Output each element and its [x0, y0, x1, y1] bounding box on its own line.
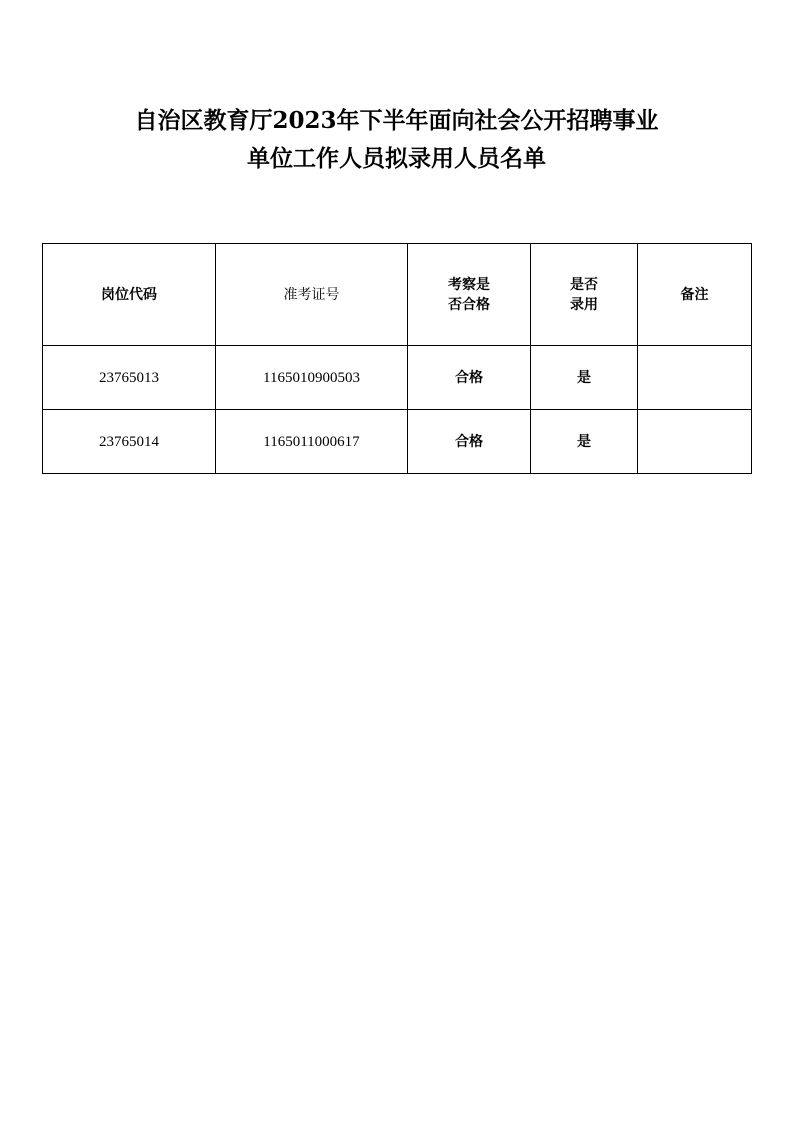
- cell-remarks: [638, 410, 752, 474]
- header-hired-line-1: 是否: [570, 276, 598, 293]
- hire-list-table: [42, 243, 752, 474]
- header-hired: [531, 244, 638, 346]
- header-position-code: 岗位代码: [43, 244, 216, 346]
- cell-position-code: 23765014: [43, 410, 216, 474]
- cell-position-code: 23765013: [43, 346, 216, 410]
- header-inspection-line-1: 考察是: [448, 276, 490, 293]
- document-title: [0, 102, 793, 178]
- title-line-1: 自治区教育厅2023年下半年面向社会公开招聘事业: [134, 107, 659, 134]
- header-hired-line-2: 录用: [570, 296, 598, 313]
- header-exam-id: 准考证号: [216, 244, 408, 346]
- header-remarks: 备注: [638, 244, 752, 346]
- title-line-2: 单位工作人员拟录用人员名单: [247, 145, 546, 172]
- cell-hired: 是: [531, 410, 638, 474]
- cell-exam-id: 1165011000617: [216, 410, 408, 474]
- table-header-row: [43, 244, 752, 346]
- cell-exam-id: 1165010900503: [216, 346, 408, 410]
- cell-inspection: 合格: [408, 410, 531, 474]
- header-inspection: [408, 244, 531, 346]
- cell-hired: 是: [531, 346, 638, 410]
- cell-inspection: 合格: [408, 346, 531, 410]
- header-inspection-line-2: 否合格: [448, 296, 490, 313]
- table-row: [43, 410, 752, 474]
- cell-remarks: [638, 346, 752, 410]
- table-row: [43, 346, 752, 410]
